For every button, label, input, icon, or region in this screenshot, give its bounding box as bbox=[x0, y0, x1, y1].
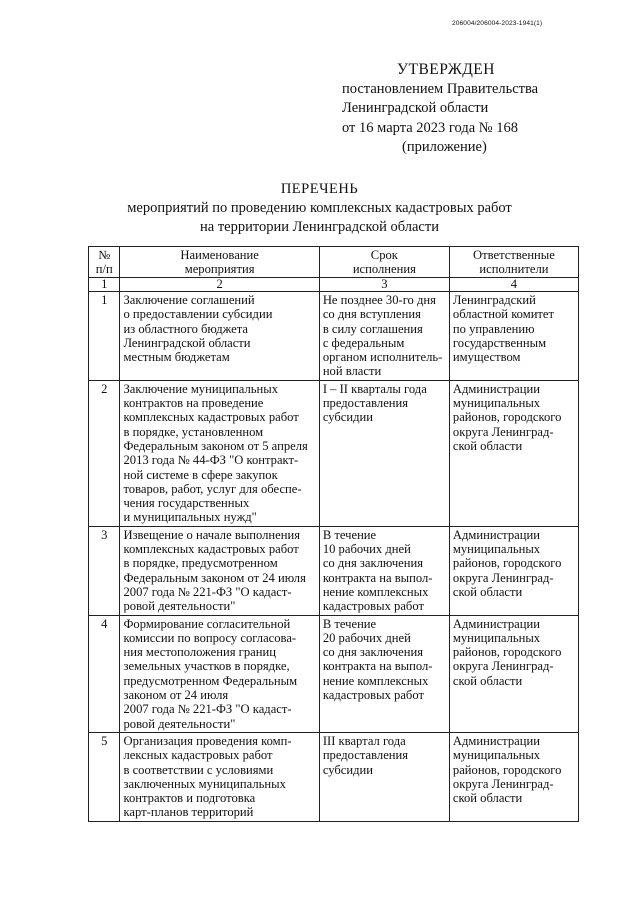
event-cell: Заключение соглашений о предоставлении субсидии из областного бюджета Ленинградской области местным бюджетам bbox=[120, 292, 319, 381]
table-header-row bbox=[89, 247, 579, 278]
event-cell: Извещение о начале выполнения комплексных кадастровых работ в порядке, предусмотренном Федеральным законом от 24 июля 2007 года № 221-ФЗ "О кадаст- ровой деятельности" bbox=[120, 526, 319, 615]
responsible-cell: Ленинградский областной комитет по управлению государственным имуществом bbox=[449, 292, 578, 381]
document-heading bbox=[0, 180, 639, 237]
event-cell: Формирование согласительной комиссии по вопросу согласова- ния местоположения границ земельных участков в порядке, предусмотренном Федеральным законом от 24 июля 2007 года № 221-ФЗ "О кадаст- ровой деятельности" bbox=[120, 615, 319, 732]
row-number: 4 bbox=[89, 615, 120, 732]
responsible-cell: Администрации муниципальных районов, городского округа Ленинград- ской области bbox=[449, 526, 578, 615]
column-number: 4 bbox=[449, 278, 578, 292]
approval-line: Ленинградской области bbox=[342, 100, 489, 116]
events-table bbox=[88, 246, 579, 822]
responsible-cell: Администрации муниципальных районов, городского округа Ленинград- ской области bbox=[449, 732, 578, 821]
column-number-row bbox=[89, 278, 579, 292]
responsible-cell: Администрации муниципальных районов, городского округа Ленинград- ской области bbox=[449, 615, 578, 732]
column-number: 3 bbox=[319, 278, 449, 292]
approval-line: постановлением Правительства bbox=[342, 80, 539, 97]
row-number: 3 bbox=[89, 526, 120, 615]
event-cell: Заключение муниципальных контрактов на проведение комплексных кадастровых работ в порядке, установленном Федеральным законом от 5 апреля 2013 года № 44-ФЗ "О контракт- ной системе в сфере закупок товаров, работ, услуг для обеспе- чения государственных и муниципальных нужд" bbox=[120, 380, 319, 526]
approval-block bbox=[342, 60, 582, 158]
responsible-cell: Администрации муниципальных районов, городского округа Ленинград- ской области bbox=[449, 380, 578, 526]
document-title: ПЕРЕЧЕНЬ bbox=[280, 181, 359, 197]
table-row bbox=[89, 380, 579, 526]
deadline-cell: I – II кварталы года предоставления субсидии bbox=[319, 380, 449, 526]
table-row bbox=[89, 526, 579, 615]
row-number: 1 bbox=[89, 292, 120, 381]
approval-note: (приложение) bbox=[402, 139, 487, 155]
document-subtitle: мероприятий по проведению комплексных кадастровых работ bbox=[127, 200, 512, 216]
deadline-cell: III квартал года предоставления субсидии bbox=[319, 732, 449, 821]
approval-line: от 16 марта 2023 года № 168 bbox=[342, 119, 518, 136]
header-responsible: Ответственные исполнители bbox=[449, 247, 578, 278]
deadline-cell: В течение 10 рабочих дней со дня заключения контракта на выпол- нение комплексных кадастровых работ bbox=[319, 526, 449, 615]
column-number: 2 bbox=[120, 278, 319, 292]
event-cell: Организация проведения комп- лексных кадастровых работ в соответствии с условиями заключенных муниципальных контрактов и подготовка карт-планов территорий bbox=[120, 732, 319, 821]
document-subtitle: на территории Ленинградской области bbox=[200, 219, 439, 235]
approval-title: УТВЕРЖДЕН bbox=[397, 61, 495, 78]
header-deadline: Срок исполнения bbox=[319, 247, 449, 278]
deadline-cell: Не позднее 30-го дня со дня вступления в силу соглашения с федеральным органом исполнитель- ной власти bbox=[319, 292, 449, 381]
deadline-cell: В течение 20 рабочих дней со дня заключения контракта на выпол- нение комплексных кадастровых работ bbox=[319, 615, 449, 732]
table-row bbox=[89, 615, 579, 732]
row-number: 5 bbox=[89, 732, 120, 821]
table-row bbox=[89, 292, 579, 381]
header-event: Наименование мероприятия bbox=[120, 247, 319, 278]
row-number: 2 bbox=[89, 380, 120, 526]
table-row bbox=[89, 732, 579, 821]
column-number: 1 bbox=[89, 278, 120, 292]
document-id: 206004/206004-2023-1941(1) bbox=[452, 20, 543, 27]
header-number: № п/п bbox=[89, 247, 120, 278]
